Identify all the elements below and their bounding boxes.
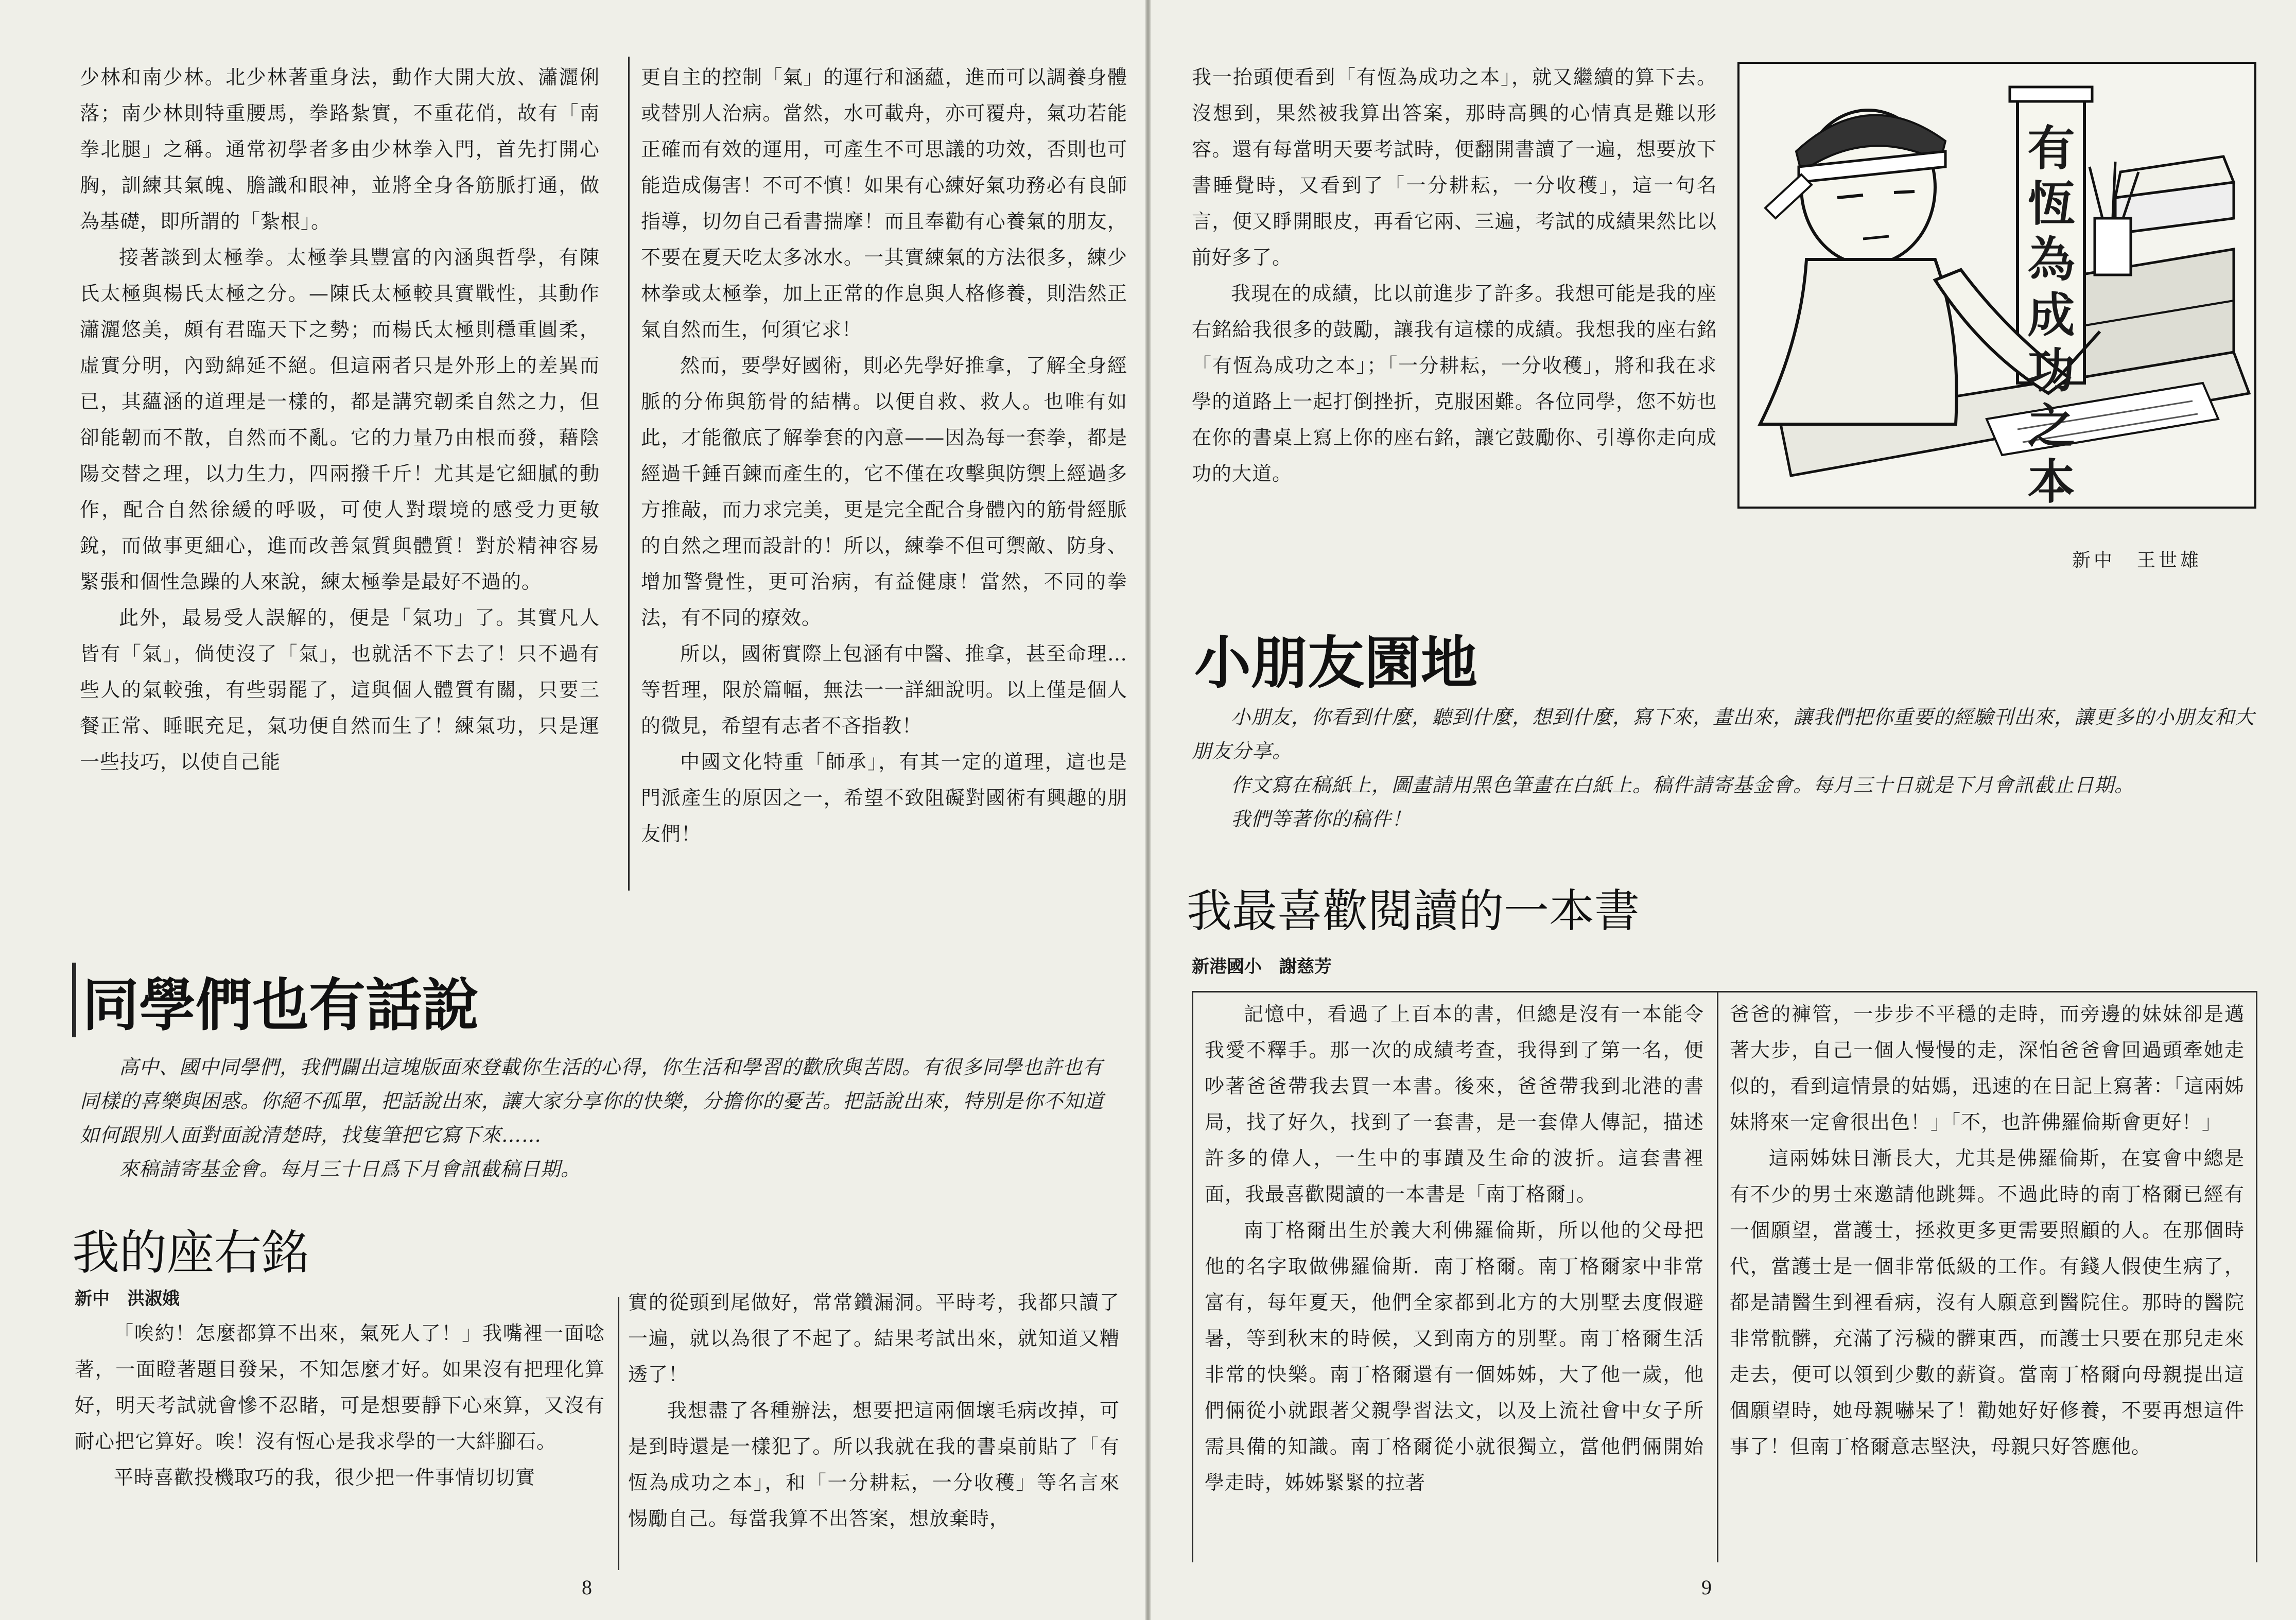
- article-title: 我最喜歡閱讀的一本書: [1187, 884, 1640, 937]
- section-intro: [80, 1050, 1109, 1186]
- scroll-text: 有恆為成功之本: [2027, 120, 2075, 510]
- section-intro-text: 小朋友，你看到什麼，聽到什麼，想到什麼，寫下來，畫出來，讓我們把你重要的經驗刊出來，讓更多的小朋友和大朋友分享。: [1192, 706, 2255, 762]
- paragraph: 我想盡了各種辦法，想要把這兩個壞毛病改掉，可是到時還是一樣犯了。所以我就在我的書桌前貼了「有恆為成功之本」，和「一分耕耘，一分收穫」等名言來惕勵自己。每當我算不出答案，想放棄時，: [628, 1399, 1120, 1530]
- page-right: [1151, 0, 2296, 1620]
- paragraph: 「唉約！怎麼都算不出來，氣死人了！」我嘴裡一面唸著，一面瞪著題目發呆，不知怎麼才好。如果沒有把理化算好，明天考試就會慘不忍睹，可是想要靜下心來算，又沒有耐心把它算好。唉！沒有恆心是我求學的一大絆腳石。: [75, 1322, 605, 1453]
- paragraph: 少林和南少林。北少林著重身法，動作大開大放、瀟灑俐落；南少林則特重腰馬，拳路紮實，不重花俏，故有「南拳北腿」之稱。通常初學者多由少林拳入門，首先打開心胸，訓練其氣魄、膽識和眼神，並將全身各筋脈打通，做為基礎，即所謂的「紮根」。: [80, 66, 600, 233]
- paragraph: 記憶中，看過了上百本的書，但總是沒有一本能令我愛不釋手。那一次的成績考查，我得到了第一名，便吵著爸爸帶我去買一本書。後來，爸爸帶我到北港的書局，找了好久，找到了一套書，是一套偉人傳記，描述許多的偉人，一生中的事蹟及生命的波折。這套書裡面，我最喜歡閱讀的一本書是「南丁格爾」。: [1205, 1003, 1704, 1206]
- article-byline: 新港國小 謝慈芳: [1192, 956, 1332, 977]
- column-divider: [618, 1297, 619, 1570]
- section-title: 同學們也有話說: [82, 972, 479, 1038]
- paragraph: 所以，國術實際上包涵有中醫、推拿，甚至命理…等哲理，限於篇幅，無法一一詳細說明。以上僅是個人的微見，希望有志者不吝指教！: [641, 642, 1127, 737]
- paragraph: 此外，最易受人誤解的，便是「氣功」了。其實凡人皆有「氣」，倘使沒了「氣」，也就活不下去了！只不過有些人的氣較強，有些弱罷了，這與個人體質有關，只要三餐正常、睡眠充足，氣功便自然而生了！練氣功，只是運一些技巧，以使自己能: [80, 606, 600, 773]
- section-note: 來稿請寄基金會。每月三十日爲下月會訊截稿日期。: [119, 1158, 581, 1180]
- paragraph: 我現在的成績，比以前進步了許多。我想可能是我的座右銘給我很多的鼓勵，讓我有這樣的成績。我想我的座右銘「有恆為成功之本」；「一分耕耘，一分收穫」，將和我在求學的道路上一起打倒挫折，克服困難。各位同學，您不妨也在你的書桌上寫上你的座右銘，讓它鼓勵你、引導你走向成功的大道。: [1192, 282, 1717, 485]
- article-motto-col1: [75, 1315, 605, 1495]
- section-title: 小朋友園地: [1194, 630, 1477, 696]
- article-rule: [1192, 991, 2257, 992]
- paragraph: 更自主的控制「氣」的運行和涵蘊，進而可以調養身體或替別人治病。當然，水可載舟，亦可覆舟，氣功若能正確而有效的運用，可產生不可思議的功效，否則也可能造成傷害！不可不慎！如果有心練好氣功務必有良師指導，切勿自己看書揣摩！而且奉勸有心養氣的朋友，不要在夏天吃太多冰水。一其實練氣的方法很多，練少林拳或太極拳，加上正常的作息與人格修養，則浩然正氣自然而生，何須它求！: [641, 66, 1127, 341]
- box-edge: [2256, 991, 2257, 1562]
- illustration-caption: 新中 王世雄: [2072, 550, 2202, 571]
- column-divider: [1717, 991, 1718, 1562]
- page-number: 9: [1701, 1576, 1712, 1599]
- section-intro: [1192, 700, 2263, 836]
- article-byline: 新中 洪淑娥: [75, 1288, 180, 1309]
- paragraph: 實的從頭到尾做好，常常鑽漏洞。平時考，我都只讀了一遍，就以為很了不起了。結果考試出來，就知道又糟透了！: [628, 1291, 1120, 1386]
- page-left: [0, 0, 1145, 1620]
- article-book-col2: [1730, 996, 2245, 1465]
- article-motto-continued: [1192, 59, 1717, 492]
- paragraph: 中國文化特重「師承」，有其一定的道理，這也是門派產生的原因之一，希望不致阻礙對國術有興趣的朋友們！: [641, 751, 1127, 845]
- paragraph: 這兩姊妹日漸長大，尤其是佛羅倫斯，在宴會中總是有不少的男士來邀請他跳舞。不過此時的南丁格爾已經有一個願望，當護士，拯救更多更需要照顧的人。在那個時代，當護士是一個非常低級的工作。有錢人假使生病了，都是請醫生到裡看病，沒有人願意到醫院住。那時的醫院非常骯髒，充滿了污穢的髒東西，而護士只要在那兒走來走去，便可以領到少數的薪資。當南丁格爾向母親提出這個願望時，她母親嚇呆了！勸她好好修養，不要再想這件事了！但南丁格爾意志堅決，母親只好答應他。: [1730, 1147, 2245, 1458]
- article-title: 我的座右銘: [72, 1225, 309, 1280]
- section-intro-text: 高中、國中同學們，我們闢出這塊版面來登載你生活的心得，你生活和學習的歡欣與苦悶。有很多同學也許也有同樣的喜樂與困惑。你絕不孤單，把話說出來，讓大家分享你的快樂，分擔你的憂苦。把話說出來，特別是你不知道如何跟別人面對面說清楚時，找隻筆把它寫下來……: [80, 1056, 1104, 1146]
- paragraph: 平時喜歡投機取巧的我，很少把一件事情切切實: [114, 1466, 536, 1489]
- article-guoshu-col2: [641, 59, 1127, 852]
- column-divider: [628, 57, 630, 891]
- drawing-icon: [1740, 64, 2254, 507]
- article-motto-col2: [628, 1284, 1120, 1537]
- section-bar: [72, 963, 76, 1037]
- box-edge: [1192, 991, 1193, 1562]
- paragraph: 爸爸的褲管，一步步不平穩的走時，而旁邊的妹妹卻是邁著大步，自己一個人慢慢的走，深怕爸爸會回過頭牽她走似的，看到這情景的姑媽，迅速的在日記上寫著：「這兩姊妹將來一定會很出色！」「不，也許佛羅倫斯會更好！」: [1730, 1003, 2245, 1134]
- paragraph: 接著談到太極拳。太極拳具豐富的內涵與哲學，有陳氏太極與楊氏太極之分。—陳氏太極較具實戰性，其動作瀟灑悠美，頗有君臨天下之勢；而楊氏太極則穩重圓柔，虛實分明，內勁綿延不絕。但這兩者只是外形上的差異而已，其蘊涵的道理是一樣的，都是講究韌柔自然之力，但卻能韌而不散，自然而不亂。它的力量乃由根而發，藉陰陽交替之理，以力生力，四兩撥千斤！尤其是它細膩的動作，配合自然徐緩的呼吸，可使人對環境的感受力更敏銳，而做事更細心，進而改善氣質與體質！對於精神容易緊張和個性急躁的人來說，練太極拳是最好不過的。: [80, 246, 600, 593]
- article-guoshu-col1: [80, 59, 600, 780]
- illustration-student-desk: [1737, 62, 2256, 509]
- section-note: 作文寫在稿紙上，圖畫請用黑色筆畫在白紙上。稿件請寄基金會。每月三十日就是下月會訊截止日期。: [1231, 774, 2135, 796]
- page-fold: [1145, 0, 1151, 1620]
- paragraph: 南丁格爾出生於義大利佛羅倫斯，所以他的父母把他的名字取做佛羅倫斯．南丁格爾。南丁格爾家中非常富有，每年夏天，他們全家都到北方的大別墅去度假避暑，等到秋末的時候，又到南方的別墅。南丁格爾生活非常的快樂。南丁格爾還有一個姊姊，大了他一歲，他們倆從小就跟著父親學習法文，以及上流社會中女子所需具備的知識。南丁格爾從小就很獨立，當他們倆開始學走時，姊姊緊緊的拉著: [1205, 1219, 1704, 1494]
- article-book-col1: [1205, 996, 1704, 1501]
- paragraph: 我一抬頭便看到「有恆為成功之本」，就又繼續的算下去。沒想到，果然被我算出答案，那時高興的心情真是難以形容。還有每當明天要考試時，便翻開書讀了一遍，想要放下書睡覺時，又看到了「一分耕耘，一分收穫」，這一句名言，便又睜開眼皮，再看它兩、三遍，考試的成績果然比以前好多了。: [1192, 66, 1717, 269]
- page-number: 8: [582, 1576, 592, 1599]
- paragraph: 然而，要學好國術，則必先學好推拿，了解全身經脈的分佈與筋骨的結構。以便自救、救人。也唯有如此，才能徹底了解拳套的內意——因為每一套拳，都是經過千錘百鍊而產生的，它不僅在攻擊與防禦上經過多方推敲，而力求完美，更是完全配合身體內的筋骨經脈的自然之理而設計的！所以，練拳不但可禦敵、防身、增加警覺性，更可治病，有益健康！當然，不同的拳法，有不同的療效。: [641, 354, 1127, 629]
- section-note: 我們等著你的稿件！: [1231, 808, 1412, 830]
